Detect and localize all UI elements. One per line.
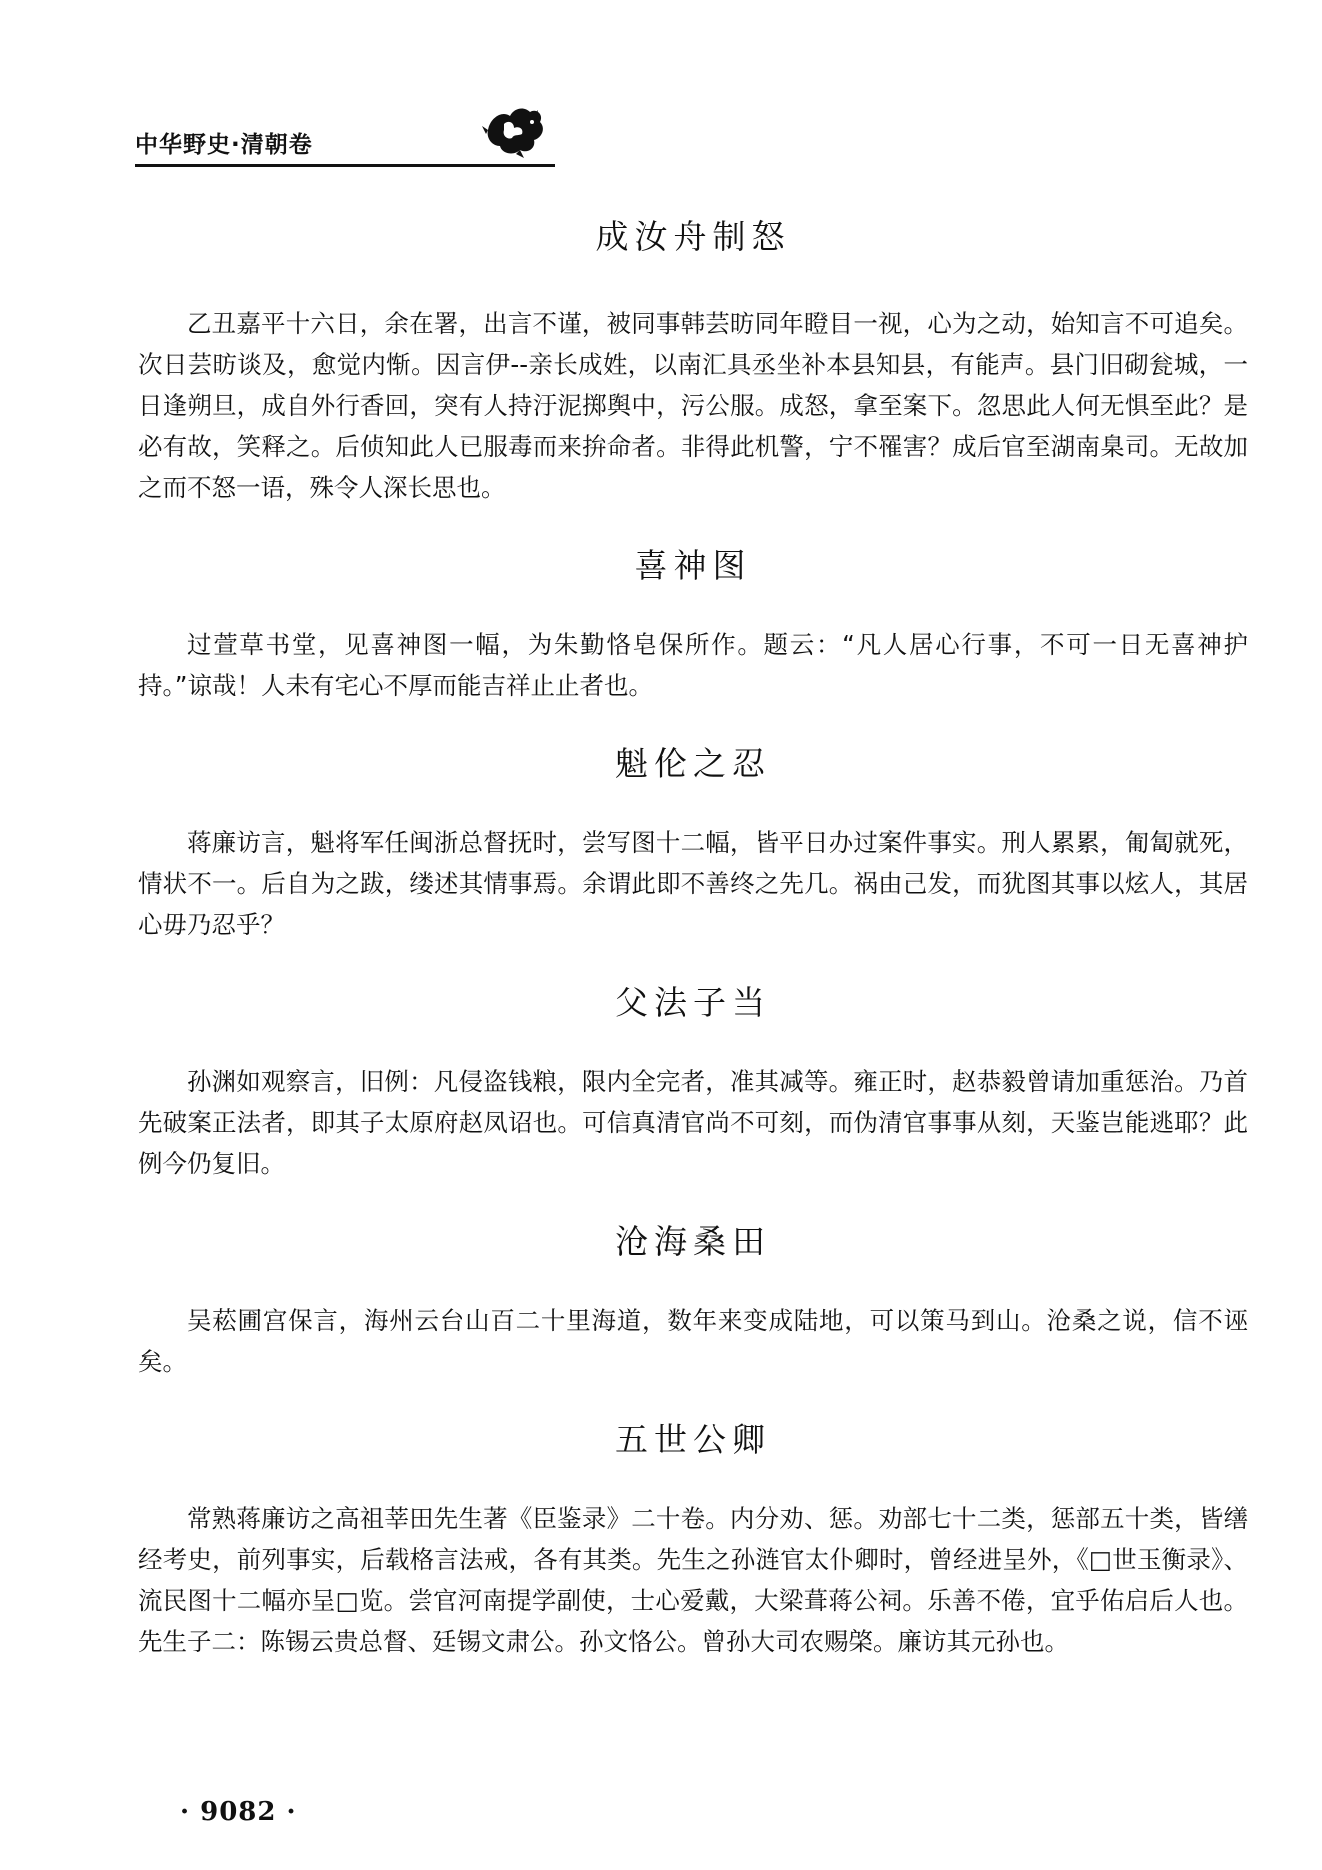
section-paragraph: 孙渊如观察言，旧例：凡侵盗钱粮，限内全完者，准其减等。雍正时，赵恭毅曾请加重惩治。乃首先破案正法者，即其子太原府赵凤诏也。可信真清官尚不可刻，而伪清官事事从刻，天鉴岂能逃耶？此例今仍复旧。: [138, 1067, 1248, 1178]
header-rule: [135, 164, 555, 167]
section-paragraph: 过萱草书堂，见喜神图一幅，为朱勤恪皂保所作。题云：“凡人居心行事，不可一日无喜神护持。”谅哉！人未有宅心不厚而能吉祥止止者也。: [138, 630, 1248, 700]
dragon-emblem-icon: [480, 100, 550, 160]
section-title: 成汝舟制怒: [595, 217, 791, 256]
section-paragraph: 乙丑嘉平十六日，余在署，出言不谨，被同事韩芸昉同年瞪目一视，心为之动，始知言不可追矣。次日芸昉谈及，愈觉内惭。因言伊--亲长成姓，以南汇具丞坐补本县知县，有能声。县门旧砌瓮城，一日逢朔旦，成自外行香回，突有人持汙泥掷舆中，污公服。成怒，拿至案下。忽思此人何无惧至此？是必有故，笑释之。后侦知此人已服毒而来拚命者。非得此机警，宁不罹害？成后官至湖南臬司。无故加之而不怒一语，殊令人深长思也。: [138, 309, 1248, 502]
page-number: · 9082 ·: [180, 1797, 297, 1827]
page-content: [138, 215, 1248, 1662]
section-title: 喜神图: [634, 546, 752, 585]
section-title: 父法子当: [615, 983, 771, 1022]
section-title: 五世公卿: [615, 1420, 771, 1459]
section-paragraph: 蒋廉访言，魁将军任闽浙总督抚时，尝写图十二幅，皆平日办过案件事实。刑人累累，匍匐就死，情状不一。后自为之跋，缕述其情事焉。余谓此即不善终之先几。祸由己发，而犹图其事以炫人，其居心毋乃忍乎？: [138, 828, 1248, 939]
section-paragraph: 常熟蒋廉访之高祖莘田先生著《臣鉴录》二十卷。内分劝、惩。劝部七十二类，惩部五十类，皆缮经考史，前列事实，后载格言法戒，各有其类。先生之孙涟官太仆卿时，曾经进呈外，《□世玉衡录》、流民图十二幅亦呈□览。尝官河南提学副使，士心爱戴，大梁葺蒋公祠。乐善不倦，宜乎佑启后人也。先生子二：陈锡云贵总督、廷锡文肃公。孙文恪公。曾孙大司农赐棨。廉访其元孙也。: [138, 1504, 1248, 1656]
section-title: 沧海桑田: [615, 1222, 771, 1261]
section-title: 魁伦之忍: [615, 744, 771, 783]
section-paragraph: 吴菘圃宫保言，海州云台山百二十里海道，数年来变成陆地，可以策马到山。沧桑之说，信不诬矣。: [138, 1306, 1248, 1376]
book-title: 中华野史·清朝卷: [135, 132, 313, 158]
running-header: [135, 100, 555, 170]
